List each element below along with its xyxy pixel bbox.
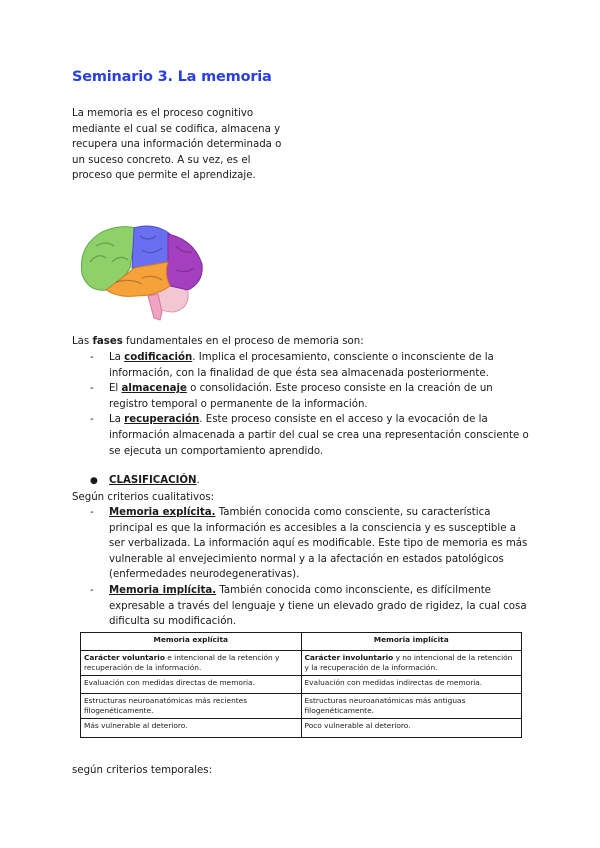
table-row [81,651,522,676]
phase-term: recuperación [124,414,200,426]
memory-type-desc: También conocida como inconsciente, es difícilmente expresable a través del lenguaje y tiene un elevado grado de rigidez, la cual cosa dificulta su modificación. [109,584,527,628]
comparison-table [80,632,522,738]
cell-text: y no intencional de la retención y la recuperación de la información. [304,653,513,672]
intro-paragraph: La memoria es el proceso cognitivo mediante el cual se codifica, almacena y recupera una información determinada o un suceso concreto. A su vez, es el proceso que permite el aprendizaje. [72,108,282,182]
list-item [90,583,530,630]
phases-list [90,350,530,459]
table-row [81,676,522,694]
temporal-heading: según criterios temporales: [72,765,213,776]
phase-desc: . Implica el procesamiento, consciente o inconsciente de la información, con la finalidad de que ésta sea almacenada posteriormente. [109,352,494,379]
dash-marker: - [90,414,94,426]
brain-illustration [76,222,210,326]
cell-bold: Carácter involuntario [304,653,394,662]
phase-term: codificación [124,352,193,363]
phases-intro-post: fundamentales en el proceso de memoria son: [122,336,364,347]
memory-type-desc: También conocida como consciente, su característica principal es que la información es accesibles a la consciencia y es susceptible a ser verbalizada. La información aquí es modificable. Este tipo de memoria es más vulnerable al envejecimiento normal y a la afectación en estados patológicos (enfermedades neurodegenerativas). [109,507,528,581]
list-item [90,505,530,583]
list-item [90,412,530,459]
table-row [81,719,522,738]
list-item [90,381,530,412]
memory-type-term: Memoria implícita. [109,584,217,596]
table-cell: Más vulnerable al deterioro. [81,719,302,738]
dash-marker: - [90,584,94,596]
table-header-explicit: Memoria explícita [81,633,302,651]
dash-marker: - [90,383,94,395]
table-cell [81,651,302,676]
table-row [81,694,522,719]
classification-heading-suffix: . [196,475,200,486]
memory-type-term: Memoria explícita. [109,507,216,518]
dash-marker: - [90,507,94,518]
classification-heading [90,474,200,488]
phases-intro-pre: Las [72,336,93,347]
phases-intro [72,334,364,350]
classification-heading-text: CLASIFICACIÓN [109,475,197,486]
table-cell: Estructuras neuroanatómicas más antiguas filogenéticamente. [301,694,522,719]
memory-types-list [90,505,530,630]
table-cell [301,651,522,676]
page-title: Seminario 3. La memoria [72,69,272,85]
table-header-implicit: Memoria implícita [301,633,522,651]
table-header-row [81,633,522,651]
table-cell: Evaluación con medidas directas de memoria. [81,676,302,694]
list-item [90,350,530,381]
dash-marker: - [90,352,94,363]
cell-bold: Carácter voluntario [84,653,165,662]
phase-pre: El [109,383,122,395]
phase-pre: La [109,414,125,426]
table-cell: Poco vulnerable al deterioro. [301,719,522,738]
table-cell: Evaluación con medidas indirectas de memoria. [301,676,522,694]
phase-term: almacenaje [121,383,187,395]
phases-intro-bold: fases [92,336,123,347]
phase-desc: o consolidación. Este proceso consiste en la creación de un registro temporal o permanente de la información. [109,383,493,410]
bullet-marker: ● [90,476,98,486]
table-cell: Estructuras neuroanatómicas más recientes filogenéticamente. [81,694,302,719]
phase-pre: La [109,352,125,363]
classification-subheading: Según criterios cualitativos: [72,492,215,503]
cell-text: e intencional de la retención y recuperación de la información. [84,653,280,672]
phase-desc: . Este proceso consiste en el acceso y la evocación de la información almacenada a partir del cual se crea una representación consciente o se ejecuta un comportamiento aprendido. [109,414,529,457]
